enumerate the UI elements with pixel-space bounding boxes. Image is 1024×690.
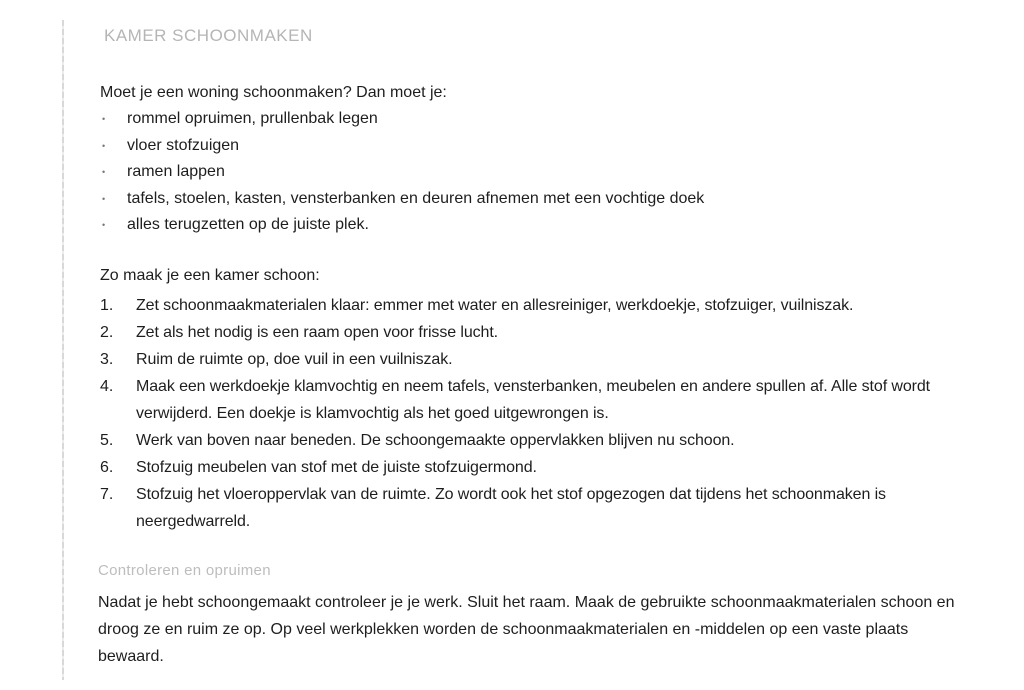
bullet-text: vloer stofzuigen	[127, 136, 240, 154]
bullet-icon: •	[102, 140, 106, 151]
list-item	[100, 133, 704, 160]
step-number: 4.	[100, 378, 114, 395]
step-item	[100, 319, 980, 346]
bullet-text: tafels, stoelen, kasten, vensterbanken en deuren afnemen met een vochtige doek	[127, 189, 705, 207]
step-number: 7.	[100, 486, 114, 503]
step-item	[100, 481, 980, 535]
page-title: KAMER SCHOONMAKEN	[104, 26, 313, 45]
bullet-icon: •	[102, 114, 106, 124]
step-number: 6.	[100, 459, 114, 476]
task-bullet-list	[100, 106, 704, 239]
bullet-text: rommel opruimen, prullenbak legen	[127, 110, 378, 127]
step-item	[100, 454, 980, 481]
list-item	[100, 159, 704, 186]
step-text: Stofzuig het vloeroppervlak van de ruimte. Zo wordt ook het stof opgezogen dat tijdens het schoonmaken is neergedwarreld.	[136, 486, 886, 530]
step-number: 5.	[100, 432, 114, 449]
step-text: Zet als het nodig is een raam open voor frisse lucht.	[136, 324, 499, 341]
scan-margin-line	[62, 20, 64, 680]
step-item	[100, 346, 980, 373]
step-item	[100, 373, 980, 427]
bullet-text: alles terugzetten op de juiste plek.	[127, 216, 369, 233]
step-number: 1.	[100, 297, 114, 314]
cleaning-steps-list	[100, 292, 980, 535]
bullet-icon: •	[102, 193, 106, 204]
steps-intro: Zo maak je een kamer schoon:	[100, 267, 320, 284]
step-number: 2.	[100, 324, 114, 341]
step-item	[100, 427, 980, 454]
step-text: Stofzuig meubelen van stof met de juiste stofzuigermond.	[136, 459, 537, 476]
bullet-icon: •	[102, 220, 106, 230]
section-heading: Controleren en opruimen	[98, 562, 271, 579]
list-item	[100, 106, 704, 133]
step-text: Ruim de ruimte op, doe vuil in een vuilniszak.	[136, 351, 453, 368]
section-body-paragraph: Nadat je hebt schoongemaakt controleer je je werk. Sluit het raam. Maak de gebruikte schoonmaakmaterialen schoon en droog ze en ruim ze op. Op veel werkplekken worden de schoonmaakmaterialen en -middelen op een vaste plaats bewaard.	[98, 594, 955, 665]
bullet-text: ramen lappen	[127, 163, 225, 180]
bullet-icon: •	[102, 167, 106, 177]
step-text: Zet schoonmaakmaterialen klaar: emmer met water en allesreiniger, werkdoekje, stofzuiger, vuilniszak.	[136, 297, 854, 314]
step-text: Werk van boven naar beneden. De schoongemaakte oppervlakken blijven nu schoon.	[136, 432, 735, 449]
step-text: Maak een werkdoekje klamvochtig en neem tafels, vensterbanken, meubelen en andere spullen af. Alle stof wordt verwijderd. Een doekje is klamvochtig als het goed uitgewrongen is.	[136, 378, 931, 422]
list-item	[100, 212, 704, 239]
step-item	[100, 292, 980, 319]
list-item	[100, 186, 704, 213]
intro-text: Moet je een woning schoonmaken? Dan moet je:	[100, 84, 447, 101]
step-number: 3.	[100, 351, 114, 368]
